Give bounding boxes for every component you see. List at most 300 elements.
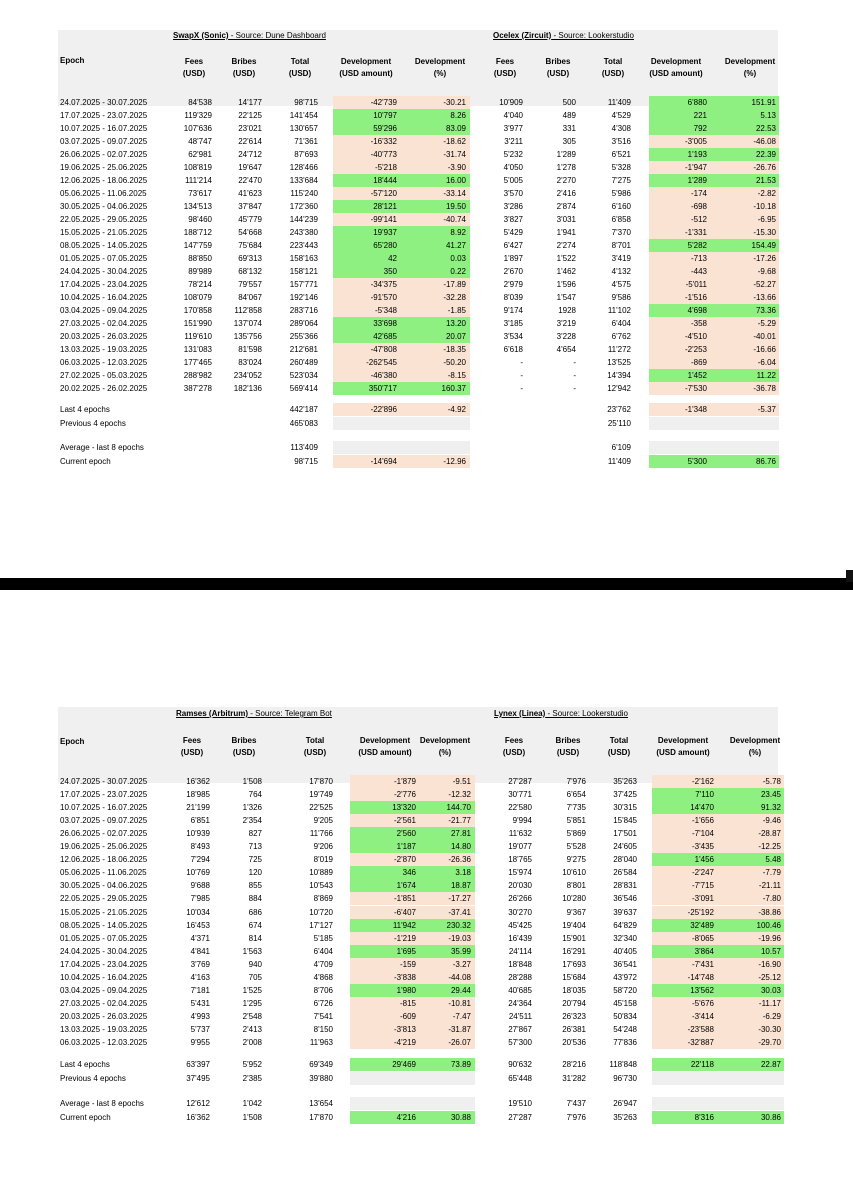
total-column-unit: (USD) [303,748,327,757]
pct-value: -9.68 [757,267,776,276]
dev-value: 221 [693,111,707,120]
epoch-label: 30.05.2025 - 04.06.2025 [60,202,148,211]
bribes-value: 2'413 [242,1024,262,1034]
pct-value: -37.41 [448,907,471,917]
total-column-unit: (USD) [288,69,312,78]
avg8-bribes-value: 7'437 [566,1099,586,1109]
dev-value: 1'695 [396,946,416,956]
last4-bribes-value: 5'952 [242,1060,262,1070]
dev-value: -2'561 [394,816,416,826]
dev-value: -14'748 [687,972,714,982]
fees-value: 4'371 [190,933,210,943]
dev-value: -358 [690,319,707,328]
total-value: 6'160 [611,202,631,211]
pct-value: -6.95 [757,215,776,224]
pct-value: 14.80 [450,842,471,852]
pct-value: 91.32 [760,803,781,813]
pct-value: 21.53 [755,176,776,185]
pct-value: 100.46 [756,920,781,930]
dev-value: -512 [690,215,707,224]
pct-value: 5.48 [765,855,781,865]
last4-fees-value: 90'632 [508,1060,532,1070]
summary-pct-bg [400,441,470,454]
fees-value: 11'632 [508,829,532,839]
pct-column-unit: (%) [743,69,757,78]
epoch-label: 20.03.2025 - 26.03.2025 [60,332,148,341]
pct-value: -21.11 [758,881,781,891]
bribes-value: 489 [562,111,576,120]
total-value: 5'185 [313,933,333,943]
fees-value: 6'851 [190,816,210,826]
fees-value: 19'077 [508,842,532,852]
fees-value: 3'286 [503,202,523,211]
fees-value: 22'580 [508,803,532,813]
total-value: 50'834 [613,1011,637,1021]
bribes-value: 705 [248,972,262,982]
bribes-value: 20'794 [562,998,586,1008]
total-value: 36'541 [613,959,637,969]
bribes-value: 79'557 [238,280,262,289]
fees-value: 131'083 [183,345,212,354]
pct-value: -8.15 [447,371,466,380]
fees-value: 21'199 [186,803,210,813]
pct-column-header: Development [414,57,466,66]
bribes-value: 54'668 [238,228,262,237]
epoch-label: 17.04.2025 - 23.04.2025 [60,959,148,969]
epoch-label: 12.06.2025 - 18.06.2025 [60,176,148,185]
fees-value: 62'981 [188,150,212,159]
pct-value: -31.74 [443,150,466,159]
fees-value: 111'214 [184,176,212,185]
pct-value: 22.39 [755,150,776,159]
fees-value: 16'453 [186,920,210,930]
epoch-label: 19.06.2025 - 25.06.2025 [60,163,148,172]
dev-value: 6'880 [687,98,707,107]
total-value: 7'541 [313,1011,333,1021]
total-value: 35'263 [613,777,637,786]
pct-value: -12.25 [758,842,781,852]
bribes-column-unit: (USD) [546,69,570,78]
dev-column-header: Development [650,57,702,66]
pct-value: 83.09 [445,124,466,133]
total-value: 569'414 [289,384,318,393]
bribes-value: 22'125 [238,111,262,120]
pct-value: 0.03 [450,254,466,263]
fees-value: 4'163 [190,972,210,982]
fees-value: 18'985 [186,790,210,800]
bribes-value: 1928 [558,306,576,315]
total-value: 130'657 [289,124,318,133]
total-value: 144'239 [289,215,318,224]
pct-value: -25.12 [758,972,781,982]
current-pct-value: 86.76 [755,457,776,466]
current-total-value: 11'409 [607,457,631,466]
pct-value: -7.80 [762,894,781,904]
fees-value: 20'030 [508,881,532,891]
bribes-column-header: Bribes [545,57,571,66]
total-value: 4'529 [611,111,631,120]
current-pct-value: 30.86 [760,1113,781,1123]
fees-value: 24'364 [508,998,532,1008]
epoch-label: 17.07.2025 - 23.07.2025 [60,790,148,800]
fees-value: 9'994 [512,816,532,826]
epoch-label: 24.04.2025 - 30.04.2025 [60,267,148,276]
dev-value: 32'489 [690,920,714,930]
pct-value: -31.87 [448,1024,471,1034]
total-value: 32'340 [613,933,637,943]
pct-value: -17.26 [753,254,776,263]
total-value: 6'858 [611,215,631,224]
bribes-column-header: Bribes [231,736,257,745]
dev-value: 2'560 [396,829,416,839]
total-value: 17'127 [309,920,333,930]
epoch-label: 08.05.2025 - 14.05.2025 [60,241,148,250]
fees-value: 5'429 [503,228,523,237]
total-value: 3'516 [611,137,631,146]
fees-value: 10'034 [186,907,210,917]
dev-value: 42'685 [373,332,397,341]
bribes-value: 24'712 [238,150,262,159]
pct-value: 30.03 [760,985,781,995]
bribes-column-header: Bribes [555,736,581,745]
epoch-label: 22.05.2025 - 29.05.2025 [60,215,148,224]
last4-total-value: 23'762 [607,405,631,414]
fees-column-unit: (USD) [182,69,206,78]
dev-column-unit: (USD amount) [358,748,412,757]
dev-value: -1'516 [685,293,707,302]
fees-value: 3'211 [504,137,523,146]
total-value: 8'150 [313,1024,333,1034]
pct-value: -5.29 [757,319,776,328]
total-value: 8'706 [313,985,333,995]
dev-value: -4'510 [685,332,707,341]
total-value: 8'019 [313,855,333,865]
fees-value: 18'765 [508,855,532,865]
fees-value: - [520,384,523,393]
fees-value: 26'266 [508,894,532,904]
bribes-value: 1'522 [556,254,576,263]
epoch-label: 03.04.2025 - 09.04.2025 [60,306,148,315]
pct-value: -9.46 [762,816,781,826]
bribes-value: 14'177 [238,98,262,107]
epoch-label: 17.07.2025 - 23.07.2025 [60,111,148,120]
fees-value: 4'841 [190,946,210,956]
bribes-value: 45'779 [238,215,262,224]
fees-value: 15'974 [508,868,532,878]
avg8-total-value: 113'409 [290,443,318,452]
dev-value: -2'253 [685,345,707,354]
data-source: - Source: Telegram Bot [248,709,332,718]
dev-value: -7'530 [685,384,707,393]
bribes-value: 137'074 [233,319,262,328]
fees-value: 8'493 [190,842,210,852]
fees-value: 108'819 [183,163,212,172]
bribes-value: 18'035 [562,985,586,995]
summary-dev-bg [333,417,400,430]
fees-value: 5'232 [503,150,523,159]
avg8-total-value: 26'947 [613,1099,637,1109]
pct-value: -40.01 [753,332,776,341]
dev-value: -2'870 [394,855,416,865]
dev-value: -1'879 [394,777,416,786]
bribes-value: 713 [248,842,262,852]
total-value: 11'102 [607,306,631,315]
fees-value: 5'431 [190,998,210,1008]
dev-value: -47'808 [370,345,397,354]
prev4-total-value: 465'083 [289,419,318,428]
total-value: 28'831 [613,881,637,891]
dev-column-header: Development [359,736,411,745]
fees-value: 4'993 [190,1011,210,1021]
pct-value: -40.74 [443,215,466,224]
fees-value: 57'300 [508,1038,532,1047]
bribes-column-unit: (USD) [232,69,256,78]
total-value: 4'868 [313,972,333,982]
last4-bribes-value: 28'216 [562,1060,586,1070]
epoch-label: 03.07.2025 - 09.07.2025 [60,816,148,826]
pct-value: -15.30 [753,228,776,237]
total-value: 58'720 [613,985,637,995]
current-bribes-value: 1'508 [242,1113,262,1123]
dev-value: -1'331 [685,228,707,237]
pct-value: -2.82 [757,189,776,198]
pct-value: -6.29 [762,1011,781,1021]
bribes-value: 16'291 [562,946,586,956]
dev-value: -5'676 [692,998,714,1008]
dev-value: -174 [690,189,707,198]
epoch-label: 26.06.2025 - 02.07.2025 [60,150,148,159]
bribes-value: 3'228 [556,332,576,341]
dev-value: 1'452 [687,371,707,380]
dev-value: -7'104 [692,829,714,839]
pct-value: 13.20 [445,319,466,328]
pct-value: -18.62 [443,137,466,146]
bribes-value: 1'508 [242,777,262,786]
pct-value: -38.86 [758,907,781,917]
fees-value: 40'685 [508,985,532,995]
bribes-value: - [573,371,576,380]
dev-value: -5'011 [685,280,707,289]
summary-pct-bg [710,417,779,430]
total-value: 283'716 [289,306,318,315]
summary-pct-bg [717,1097,784,1110]
bribes-value: 2'874 [556,202,576,211]
prev4-total-value: 96'730 [613,1074,637,1084]
epoch-label: 15.05.2025 - 21.05.2025 [60,228,148,237]
fees-value: 6'618 [503,345,523,354]
summary-label-prev4: Previous 4 epochs [60,419,126,428]
bribes-column-header: Bribes [231,57,257,66]
summary-dev-bg [649,441,710,454]
summary-label-avg8: Average - last 8 epochs [60,443,144,452]
right-exchange-title [494,709,628,718]
dev-value: -2'162 [692,777,714,786]
pct-value: -11.17 [758,998,781,1008]
dev-value: -6'407 [394,907,416,917]
edge-strip [846,570,853,582]
bribes-value: 15'684 [562,972,586,982]
summary-dev-bg [652,1097,717,1110]
bribes-value: 1'462 [556,267,576,276]
dev-value: 1'674 [396,881,416,891]
bribes-value: 4'654 [556,345,576,354]
pct-value: -10.18 [753,202,776,211]
fees-value: 10'909 [499,98,523,107]
left-exchange-title [176,709,332,718]
dev-value: 13'320 [392,803,416,813]
pct-value: -17.89 [443,280,466,289]
bribes-value: 135'756 [233,332,262,341]
total-value: 128'466 [289,163,318,172]
dev-value: 14'470 [690,803,714,813]
bribes-value: - [573,384,576,393]
dev-column-header: Development [340,57,392,66]
summary-label-prev4: Previous 4 epochs [60,1074,126,1084]
dev-value: -1'947 [685,163,707,172]
total-value: 11'272 [607,345,631,354]
pct-value: -19.96 [758,933,781,943]
dev-value: 3'864 [694,946,714,956]
dev-value: -2'776 [394,790,416,800]
pct-value: -26.76 [753,163,776,172]
fees-value: 2'670 [503,267,523,276]
fees-value: 27'287 [508,777,532,786]
bribes-value: 15'901 [562,933,586,943]
fees-value: 78'214 [188,280,212,289]
fees-value: 119'610 [184,332,212,341]
dev-value: -3'005 [685,137,707,146]
dev-column-unit: (USD amount) [649,69,703,78]
pct-value: -3.90 [447,163,466,172]
pct-value: -9.51 [452,777,471,786]
bribes-value: - [573,358,576,367]
bribes-value: 686 [248,907,262,917]
pct-value: -18.35 [443,345,466,354]
dev-value: -815 [399,998,416,1008]
pct-value: -30.21 [443,98,466,107]
fees-value: 4'050 [503,163,523,172]
epoch-label: 12.06.2025 - 18.06.2025 [60,855,148,865]
fees-value: 3'977 [503,124,523,133]
summary-label-current: Current epoch [60,457,111,466]
page-divider [0,578,853,590]
total-value: 17'501 [613,829,637,839]
dev-value: -7'715 [692,881,714,891]
bribes-value: 1'295 [242,998,262,1008]
dev-value: -1'851 [394,894,416,904]
fees-value: 1'897 [503,254,523,263]
dev-value: -1'656 [692,816,714,826]
last4-dev-value: 22'118 [690,1060,714,1070]
total-column-unit: (USD) [601,69,625,78]
epoch-label: 19.06.2025 - 25.06.2025 [60,842,148,852]
epoch-label: 20.03.2025 - 26.03.2025 [60,1011,148,1021]
dev-value: -3'414 [692,1011,714,1021]
total-value: 19'749 [309,790,333,800]
last4-pct-value: -5.37 [757,405,776,414]
summary-label-last4: Last 4 epochs [60,1060,110,1070]
data-source: - Source: Lookerstudio [545,709,628,718]
bribes-value: 5'869 [566,829,586,839]
total-value: 255'366 [289,332,318,341]
pct-column-header: Development [419,736,471,745]
dev-column-unit: (USD amount) [339,69,393,78]
pct-value: -7.47 [452,1011,471,1021]
dev-value: 28'121 [373,202,397,211]
bribes-value: 81'598 [238,345,262,354]
total-column-header: Total [609,736,629,745]
right-exchange-title [493,31,634,40]
total-column-header: Total [305,736,325,745]
bribes-value: 17'693 [562,959,586,969]
epoch-label: 10.04.2025 - 16.04.2025 [60,293,148,302]
current-dev-value: 5'300 [687,457,707,466]
bribes-value: 5'851 [566,816,586,826]
total-value: 5'986 [611,189,631,198]
bribes-value: 7'976 [566,777,586,786]
total-value: 15'845 [613,816,637,826]
dev-value: -40'773 [370,150,397,159]
bribes-value: 68'132 [238,267,262,276]
pct-value: -6.04 [757,358,776,367]
last4-fees-value: 63'397 [186,1060,210,1070]
bribes-value: 19'404 [562,920,586,930]
epoch-label: 10.07.2025 - 16.07.2025 [60,803,148,813]
pct-value: -16.90 [758,959,781,969]
bribes-value: 182'136 [233,384,262,393]
pct-value: 73.36 [755,306,776,315]
total-value: 30'315 [613,803,637,813]
fees-value: 119'329 [184,111,212,120]
pct-value: 18.87 [450,881,471,891]
dev-value: -159 [399,959,416,969]
fees-value: 18'848 [508,959,532,969]
fees-value: 387'278 [183,384,212,393]
current-fees-value: 27'287 [508,1113,532,1123]
current-dev-value: 8'316 [694,1113,714,1123]
bribes-value: 1'289 [556,150,576,159]
total-value: 3'419 [611,254,631,263]
epoch-column-header: Epoch [60,737,85,746]
pct-column-unit: (%) [748,748,762,757]
current-total-value: 98'715 [294,457,318,466]
exchange-name: SwapX (Sonic) [173,31,229,40]
total-value: 5'328 [611,163,631,172]
dev-value: -3'091 [692,894,714,904]
bribes-value: 22'614 [238,137,262,146]
epoch-label: 24.07.2025 - 30.07.2025 [60,98,148,107]
total-value: 28'040 [613,855,637,865]
bribes-value: 500 [562,98,576,107]
bribes-value: 725 [248,855,262,865]
fees-value: 7'294 [190,855,210,865]
dev-value: -34'375 [370,280,397,289]
fees-value: 30'771 [508,790,532,800]
fees-column-unit: (USD) [180,748,204,757]
bribes-value: 112'858 [234,306,262,315]
dev-value: 1'289 [687,176,707,185]
dev-value: 18'444 [373,176,397,185]
dev-value: -713 [690,254,707,263]
fees-column-header: Fees [182,736,202,745]
total-value: 4'575 [611,280,631,289]
current-fees-value: 16'362 [186,1113,210,1123]
total-column-unit: (USD) [607,748,631,757]
epoch-label: 27.03.2025 - 02.04.2025 [60,998,148,1008]
exchange-name: Ramses (Arbitrum) [176,709,249,718]
total-value: 7'275 [611,176,631,185]
fees-value: 30'270 [508,907,532,917]
